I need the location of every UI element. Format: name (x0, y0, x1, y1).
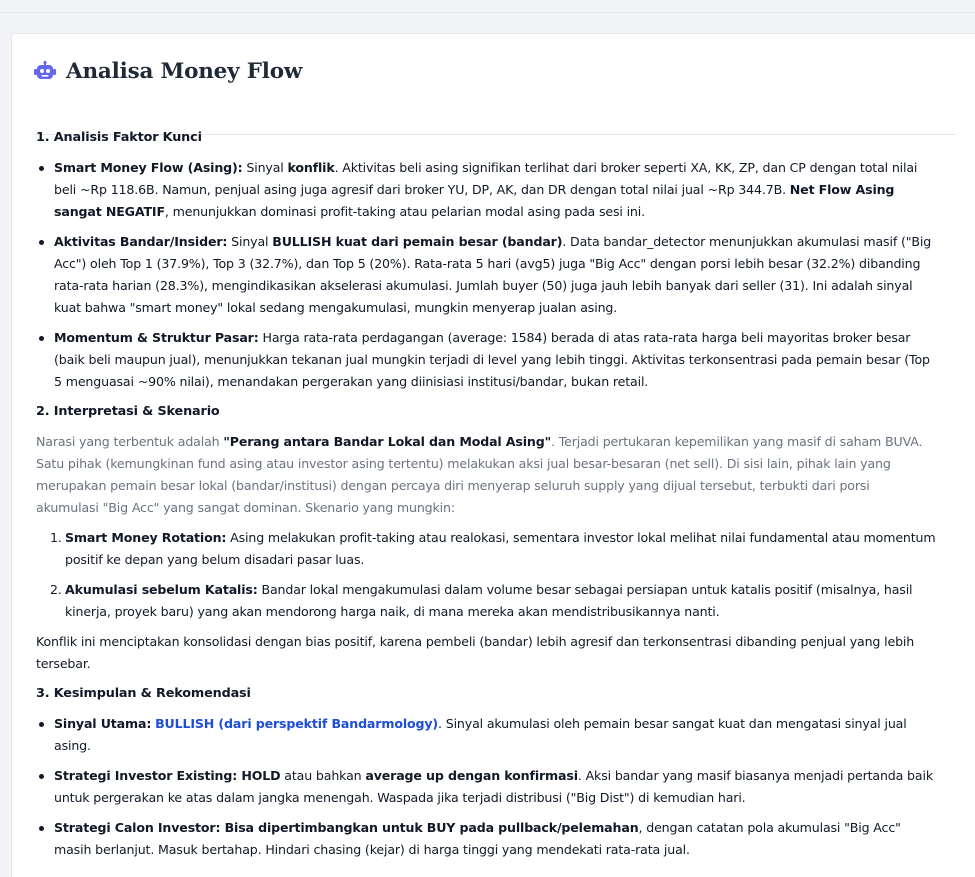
top-bar (0, 0, 975, 13)
item-text: . Aktivitas beli asing signifikan terlihat dari broker seperti XA, KK, ZP, dan CP dengan total nilai beli ~Rp 118.6B. Namun, penjual asing juga agresif dari broker YU, DP, AK, dan DR dengan total nilai jual ~Rp 344.7B. (54, 160, 918, 197)
item-text: , dengan catatan pola akumulasi "Big Acc" masih berlanjut. Masuk bertahap. Hindari chasing (kejar) di harga tinggi yang mendekati rata-rata jual. (54, 820, 901, 857)
paragraph-emphasis: "Perang antara Bandar Lokal dan Modal Asing" (223, 434, 552, 449)
page-title: Analisa Money Flow (66, 58, 303, 84)
item-label: Strategi Calon Investor: Bisa dipertimbangkan untuk BUY pada pullback/pelemahan (54, 820, 639, 835)
step-number: 1. (50, 530, 62, 545)
section-heading-key-factors: 1. Analisis Faktor Kunci (36, 130, 202, 145)
analysis-content (36, 127, 936, 869)
item-label: Smart Money Rotation: (65, 530, 227, 545)
key-factors-list (36, 157, 936, 393)
item-label: Aktivitas Bandar/Insider: (54, 234, 228, 249)
list-item (36, 579, 936, 623)
item-text: Harga rata-rata perdagangan (average: 1584) berada di atas rata-rata harga beli mayoritas broker besar (baik beli maupun jual), menunjukkan tekanan jual mungkin terjadi di level yang lebih tinggi. Aktivitas terkonsentrasi pada pemain besar (Top 5 menguasai ~90% nilai), menandakan pergerakan yang diinisiasi institusi/bandar, bukan retail. (54, 330, 930, 389)
closing-paragraph: Konflik ini menciptakan konsolidasi dengan bias positif, karena pembeli (bandar) lebih agresif dan terkonsentrasi dibanding penjual yang lebih tersebar. (36, 634, 915, 671)
list-item (36, 231, 936, 319)
item-text: Bandar lokal mengakumulasi dalam volume besar sebagai persiapan untuk katalis positif (misalnya, hasil kinerja, proyek baru) yang akan mendorong harga naik, di mana mereka akan mendistribusikannya nanti. (65, 582, 913, 619)
list-item (36, 157, 936, 223)
item-text: Sinyal (227, 234, 273, 249)
item-emphasis: BULLISH kuat dari pemain besar (bandar) (272, 234, 563, 249)
paragraph-text: . Terjadi pertukaran kepemilikan yang masif di saham BUVA. Satu pihak (kemungkinan fund asing atau investor asing tertentu) melakukan aksi jual besar-besaran (net sell). Di sisi lain, pihak lain yang merupakan pemain besar lokal (bandar/institusi) dengan percaya diri menyerap seluruh supply yang dijual tersebut, terbukti dari porsi akumulasi "Big Acc" yang sangat dominan. Skenario yang mungkin: (36, 434, 923, 515)
item-label: Momentum & Struktur Pasar: (54, 330, 259, 345)
item-emphasis: Net Flow Asing sangat NEGATIF (54, 182, 895, 219)
interpretation-paragraph (36, 431, 936, 519)
item-emphasis: konflik (287, 160, 335, 175)
step-number: 2. (50, 582, 62, 597)
item-emphasis: average up dengan konfirmasi (365, 768, 578, 783)
item-text: Sinyal (242, 160, 288, 175)
item-text: atau bahkan (280, 768, 366, 783)
item-label: Sinyal Utama: (54, 716, 152, 731)
list-item (36, 713, 936, 757)
conclusion-list (36, 713, 936, 861)
signal-highlight: BULLISH (dari perspektif Bandarmology) (155, 716, 439, 731)
section-heading-conclusion: 3. Kesimpulan & Rekomendasi (36, 686, 251, 701)
item-text: . Aksi bandar yang masif biasanya menjadi pertanda baik untuk pergerakan ke atas dalam jangka menengah. Waspada jika terjadi distribusi ("Big Dist") di kemudian hari. (54, 768, 933, 805)
item-text: . Sinyal akumulasi oleh pemain besar sangat kuat dan mengatasi sinyal jual asing. (54, 716, 907, 753)
item-label: Smart Money Flow (Asing): (54, 160, 243, 175)
item-text: . Data bandar_detector menunjukkan akumulasi masif ("Big Acc") oleh Top 1 (37.9%), Top 3 (32.7%), dan Top 5 (20%). Rata-rata 5 hari (avg5) juga "Big Acc" dengan porsi lebih besar (32.2%) dibanding rata-rata harian (28.3%), mengindikasikan akselerasi akumulasi. Jumlah buyer (50) juga jauh lebih banyak dari seller (31). Ini adalah sinyal kuat bahwa "smart money" lokal sedang mengakumulasi, mungkin menyerap jualan asing. (54, 234, 932, 315)
robot-icon (34, 61, 56, 81)
item-text: Asing melakukan profit-taking atau realokasi, sementara investor lokal melihat nilai fundamental atau momentum positif ke depan yang belum disadari pasar luas. (65, 530, 936, 567)
item-text: , menunjukkan dominasi profit-taking atau pelarian modal asing pada sesi ini. (164, 204, 645, 219)
card-header (34, 56, 302, 86)
item-label: Akumulasi sebelum Katalis: (65, 582, 258, 597)
list-item (36, 327, 936, 393)
item-label: Strategi Investor Existing: HOLD (54, 768, 281, 783)
list-item (36, 765, 936, 809)
section-heading-interpretation: 2. Interpretasi & Skenario (36, 404, 220, 419)
list-item (36, 527, 936, 571)
list-item (36, 817, 936, 861)
scenario-list (36, 527, 936, 623)
paragraph-text: Narasi yang terbentuk adalah (36, 434, 224, 449)
